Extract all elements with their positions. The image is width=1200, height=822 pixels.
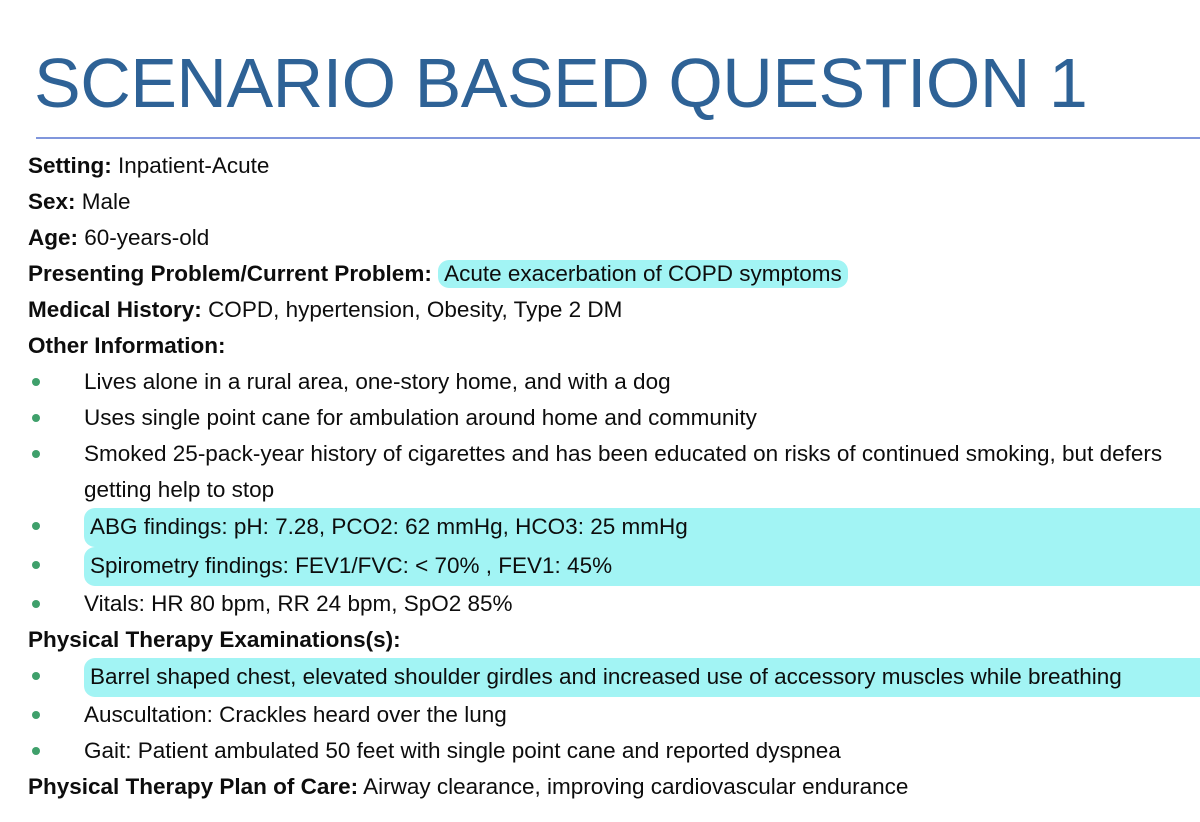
field-medical-history-label: Medical History: xyxy=(28,297,202,322)
field-pt-plan-of-care-value: Airway clearance, improving cardiovascular endurance xyxy=(363,774,909,799)
list-item-label: Gait: Patient ambulated 50 feet with single point cane and reported dyspnea xyxy=(84,738,841,763)
list-item-label: Auscultation: Crackles heard over the lung xyxy=(84,702,507,727)
field-sex-value: Male xyxy=(81,189,131,214)
slide-body xyxy=(0,148,1200,805)
list-item xyxy=(0,436,1200,508)
field-age xyxy=(0,220,1200,256)
bullet-dot-icon xyxy=(32,414,40,422)
bullet-dot-icon xyxy=(32,747,40,755)
list-item xyxy=(0,364,1200,400)
bullet-dot-icon xyxy=(32,378,40,386)
field-setting-label: Setting: xyxy=(28,153,112,178)
pt-examination-list xyxy=(0,658,1200,769)
field-presenting-problem xyxy=(0,256,1200,292)
list-item-label: Spirometry findings: FEV1/FVC: < 70% , FEV1: 45% xyxy=(84,547,1200,586)
bullet-dot-icon xyxy=(32,561,40,569)
field-medical-history xyxy=(0,292,1200,328)
bullet-dot-icon xyxy=(32,672,40,680)
section-other-information-heading: Other Information: xyxy=(28,333,226,358)
field-age-label: Age: xyxy=(28,225,78,250)
bullet-dot-icon xyxy=(32,450,40,458)
bullet-dot-icon xyxy=(32,522,40,530)
field-setting-value: Inpatient-Acute xyxy=(118,153,270,178)
list-item xyxy=(0,697,1200,733)
page-title: SCENARIO BASED QUESTION 1 xyxy=(34,44,1088,122)
list-item xyxy=(0,733,1200,769)
list-item-label: Uses single point cane for ambulation around home and community xyxy=(84,405,757,430)
field-age-value: 60-years-old xyxy=(84,225,210,250)
bullet-dot-icon xyxy=(32,711,40,719)
list-item-label: Barrel shaped chest, elevated shoulder girdles and increased use of accessory muscles while breathing xyxy=(84,658,1200,697)
list-item xyxy=(0,508,1200,547)
field-pt-plan-of-care xyxy=(0,769,1200,805)
list-item-label: Smoked 25-pack-year history of cigarettes and has been educated on risks of continued smoking, but defers getting help to stop xyxy=(84,441,1163,502)
field-sex xyxy=(0,184,1200,220)
field-presenting-problem-label: Presenting Problem/Current Problem: xyxy=(28,261,432,286)
list-item xyxy=(0,547,1200,586)
list-item-label: ABG findings: pH: 7.28, PCO2: 62 mmHg, HCO3: 25 mmHg xyxy=(84,508,1200,547)
field-medical-history-value: COPD, hypertension, Obesity, Type 2 DM xyxy=(208,297,623,322)
list-item xyxy=(0,586,1200,622)
other-information-list xyxy=(0,364,1200,622)
list-item-label: Lives alone in a rural area, one-story home, and with a dog xyxy=(84,369,671,394)
field-pt-plan-of-care-label: Physical Therapy Plan of Care: xyxy=(28,774,359,799)
list-item xyxy=(0,400,1200,436)
field-setting xyxy=(0,148,1200,184)
title-divider xyxy=(36,137,1200,139)
list-item-label: Vitals: HR 80 bpm, RR 24 bpm, SpO2 85% xyxy=(84,591,513,616)
field-presenting-problem-value: Acute exacerbation of COPD symptoms xyxy=(438,260,848,288)
title-block xyxy=(0,44,1200,132)
list-item xyxy=(0,658,1200,697)
section-pt-examinations-heading: Physical Therapy Examinations(s): xyxy=(28,627,401,652)
bullet-dot-icon xyxy=(32,600,40,608)
field-sex-label: Sex: xyxy=(28,189,76,214)
